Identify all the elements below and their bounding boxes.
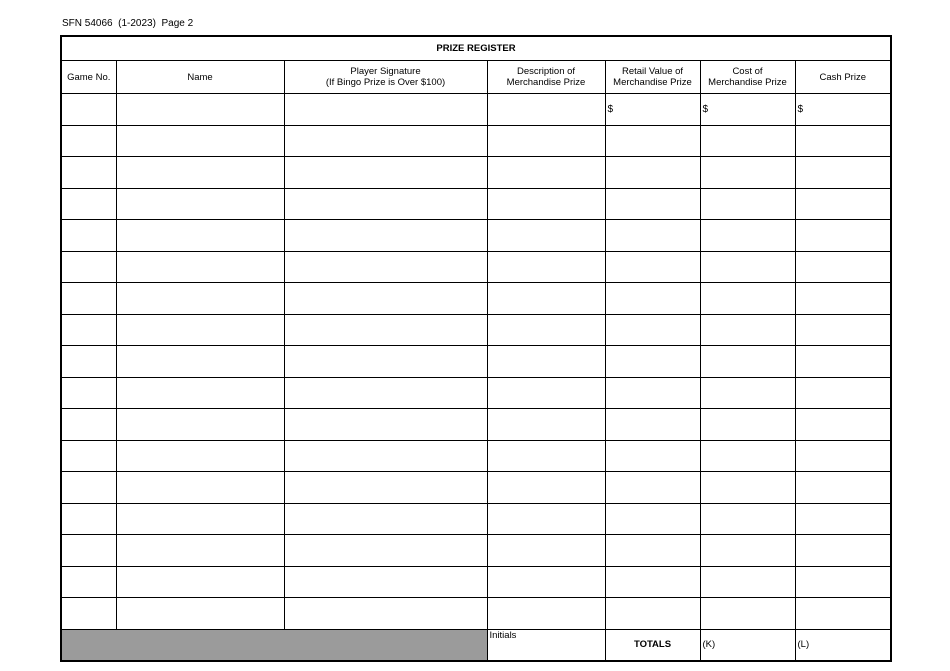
cell-player-signature[interactable] [284, 566, 487, 598]
cell-game-no[interactable] [61, 377, 116, 409]
cell-description[interactable] [487, 220, 605, 252]
cell-description[interactable] [487, 188, 605, 220]
cell-name[interactable] [116, 598, 284, 630]
cell-description[interactable] [487, 283, 605, 315]
table-row [61, 503, 891, 535]
table-body [61, 94, 891, 661]
cell-game-no[interactable] [61, 535, 116, 567]
cell-cash-prize[interactable] [795, 220, 891, 252]
totals-row [61, 629, 891, 661]
cell-player-signature[interactable] [284, 535, 487, 567]
dollar-sign: $ [797, 103, 804, 115]
cell-description[interactable] [487, 440, 605, 472]
cell-cash-prize[interactable] [795, 409, 891, 441]
cell-cash-prize[interactable] [795, 188, 891, 220]
table-row [61, 346, 891, 378]
cell-game-no[interactable] [61, 157, 116, 189]
cell-cost[interactable] [700, 94, 795, 126]
column-header-text: Name [187, 71, 213, 83]
cell-retail-value[interactable] [605, 535, 700, 567]
cell-player-signature[interactable] [284, 409, 487, 441]
cell-description[interactable] [487, 346, 605, 378]
cell-name[interactable] [116, 314, 284, 346]
cell-game-no[interactable] [61, 125, 116, 157]
cell-game-no[interactable] [61, 94, 116, 126]
cell-cost[interactable] [700, 188, 795, 220]
cell-retail-value[interactable] [605, 251, 700, 283]
column-header-text: Merchandise Prize [613, 77, 692, 88]
cell-retail-value[interactable] [605, 472, 700, 504]
table-title: PRIZE REGISTER [61, 36, 891, 61]
table-row [61, 566, 891, 598]
table-row [61, 472, 891, 504]
initials-field[interactable]: Initials [487, 629, 605, 661]
cell-cost[interactable] [700, 503, 795, 535]
cell-game-no[interactable] [61, 188, 116, 220]
cell-cost[interactable] [700, 125, 795, 157]
cell-name[interactable] [116, 94, 284, 126]
cell-game-no[interactable] [61, 598, 116, 630]
cell-cost[interactable] [700, 566, 795, 598]
cell-cash-prize[interactable] [795, 535, 891, 567]
cell-cash-prize[interactable] [795, 94, 891, 126]
cell-cost[interactable] [700, 220, 795, 252]
cell-player-signature[interactable] [284, 220, 487, 252]
cell-game-no[interactable] [61, 440, 116, 472]
cell-name[interactable] [116, 535, 284, 567]
cell-player-signature[interactable] [284, 346, 487, 378]
cell-game-no[interactable] [61, 566, 116, 598]
cell-name[interactable] [116, 409, 284, 441]
column-header-text: Merchandise Prize [506, 77, 586, 88]
cell-cash-prize[interactable] [795, 283, 891, 315]
column-header-player-signature [284, 61, 487, 94]
cell-description[interactable] [487, 251, 605, 283]
cell-description[interactable] [487, 598, 605, 630]
cell-cash-prize[interactable] [795, 472, 891, 504]
cell-cash-prize[interactable] [795, 377, 891, 409]
cell-description[interactable] [487, 503, 605, 535]
cell-name[interactable] [116, 220, 284, 252]
cell-name[interactable] [116, 377, 284, 409]
cell-name[interactable] [116, 440, 284, 472]
cell-cost[interactable] [700, 314, 795, 346]
shaded-block [61, 629, 487, 661]
cell-cash-prize[interactable] [795, 440, 891, 472]
cell-player-signature[interactable] [284, 125, 487, 157]
cell-retail-value[interactable] [605, 377, 700, 409]
prize-register-table [60, 35, 892, 662]
cell-retail-value[interactable] [605, 566, 700, 598]
cell-player-signature[interactable] [284, 157, 487, 189]
cell-description[interactable] [487, 125, 605, 157]
table-row [61, 283, 891, 315]
column-header-cost [700, 61, 795, 94]
cell-game-no[interactable] [61, 346, 116, 378]
cell-name[interactable] [116, 188, 284, 220]
cell-description[interactable] [487, 377, 605, 409]
cell-description[interactable] [487, 535, 605, 567]
column-header-retail-value [605, 61, 700, 94]
cell-game-no[interactable] [61, 220, 116, 252]
cell-game-no[interactable] [61, 472, 116, 504]
cell-player-signature[interactable] [284, 440, 487, 472]
cell-retail-value[interactable] [605, 157, 700, 189]
cell-retail-value[interactable] [605, 346, 700, 378]
cell-cash-prize[interactable] [795, 125, 891, 157]
table-row [61, 440, 891, 472]
column-header-row [61, 61, 891, 94]
cell-retail-value[interactable] [605, 283, 700, 315]
cell-player-signature[interactable] [284, 314, 487, 346]
cell-cost[interactable] [700, 346, 795, 378]
cell-cost[interactable] [700, 440, 795, 472]
column-header-name [116, 61, 284, 94]
cell-name[interactable] [116, 251, 284, 283]
column-header-text: Cash Prize [819, 71, 866, 83]
cell-cash-prize[interactable] [795, 503, 891, 535]
column-header-game-no [61, 61, 116, 94]
cell-cost[interactable] [700, 472, 795, 504]
cell-player-signature[interactable] [284, 94, 487, 126]
table-row [61, 251, 891, 283]
cell-name[interactable] [116, 566, 284, 598]
cell-name[interactable] [116, 346, 284, 378]
cell-cost[interactable] [700, 157, 795, 189]
dollar-sign: $ [607, 103, 614, 115]
cell-player-signature[interactable] [284, 503, 487, 535]
column-header-description [487, 61, 605, 94]
cell-player-signature[interactable] [284, 251, 487, 283]
cost-total-field[interactable]: (K) [700, 629, 795, 661]
cell-name[interactable] [116, 472, 284, 504]
cell-retail-value[interactable] [605, 503, 700, 535]
table-row [61, 535, 891, 567]
column-header-text: Cost of [732, 66, 763, 77]
cell-cash-prize[interactable] [795, 251, 891, 283]
totals-label: TOTALS [605, 629, 700, 661]
cell-retail-value[interactable] [605, 94, 700, 126]
cell-game-no[interactable] [61, 251, 116, 283]
cell-cash-prize[interactable] [795, 314, 891, 346]
cell-game-no[interactable] [61, 283, 116, 315]
cell-game-no[interactable] [61, 314, 116, 346]
cell-retail-value[interactable] [605, 125, 700, 157]
cell-retail-value[interactable] [605, 409, 700, 441]
cell-description[interactable] [487, 566, 605, 598]
cell-retail-value[interactable] [605, 598, 700, 630]
table-row [61, 94, 891, 126]
cell-cash-prize[interactable] [795, 346, 891, 378]
table-row [61, 598, 891, 630]
cell-cost[interactable] [700, 283, 795, 315]
column-header-cash-prize [795, 61, 891, 94]
cell-name[interactable] [116, 125, 284, 157]
column-header-text: Merchandise Prize [708, 77, 787, 88]
table-row [61, 314, 891, 346]
cell-cost[interactable] [700, 409, 795, 441]
column-header-text: (If Bingo Prize is Over $100) [325, 77, 446, 88]
cell-cost[interactable] [700, 535, 795, 567]
table-row [61, 157, 891, 189]
column-header-text: Player Signature [350, 66, 421, 77]
column-header-text: Description of [516, 66, 576, 77]
cell-description[interactable] [487, 157, 605, 189]
cell-cost[interactable] [700, 598, 795, 630]
cell-description[interactable] [487, 94, 605, 126]
table-row [61, 409, 891, 441]
cell-player-signature[interactable] [284, 188, 487, 220]
cell-retail-value[interactable] [605, 314, 700, 346]
table-row [61, 377, 891, 409]
cell-cash-prize[interactable] [795, 157, 891, 189]
cell-game-no[interactable] [61, 409, 116, 441]
cell-player-signature[interactable] [284, 598, 487, 630]
cell-player-signature[interactable] [284, 377, 487, 409]
cell-cash-prize[interactable] [795, 566, 891, 598]
cell-description[interactable] [487, 472, 605, 504]
cash-total-field[interactable]: (L) [795, 629, 891, 661]
cell-description[interactable] [487, 314, 605, 346]
cell-retail-value[interactable] [605, 440, 700, 472]
dollar-sign: $ [702, 103, 709, 115]
cell-player-signature[interactable] [284, 472, 487, 504]
cell-name[interactable] [116, 283, 284, 315]
column-header-text: Retail Value of [621, 66, 684, 77]
column-header-text: Game No. [67, 71, 111, 83]
cell-cost[interactable] [700, 251, 795, 283]
cell-name[interactable] [116, 157, 284, 189]
table-row [61, 188, 891, 220]
cell-player-signature[interactable] [284, 283, 487, 315]
cell-description[interactable] [487, 409, 605, 441]
cell-retail-value[interactable] [605, 188, 700, 220]
table-row [61, 125, 891, 157]
cell-name[interactable] [116, 503, 284, 535]
cell-game-no[interactable] [61, 503, 116, 535]
cell-retail-value[interactable] [605, 220, 700, 252]
cell-cash-prize[interactable] [795, 598, 891, 630]
table-row [61, 220, 891, 252]
cell-cost[interactable] [700, 377, 795, 409]
form-code: SFN 54066 (1-2023) Page 2 [62, 18, 194, 29]
